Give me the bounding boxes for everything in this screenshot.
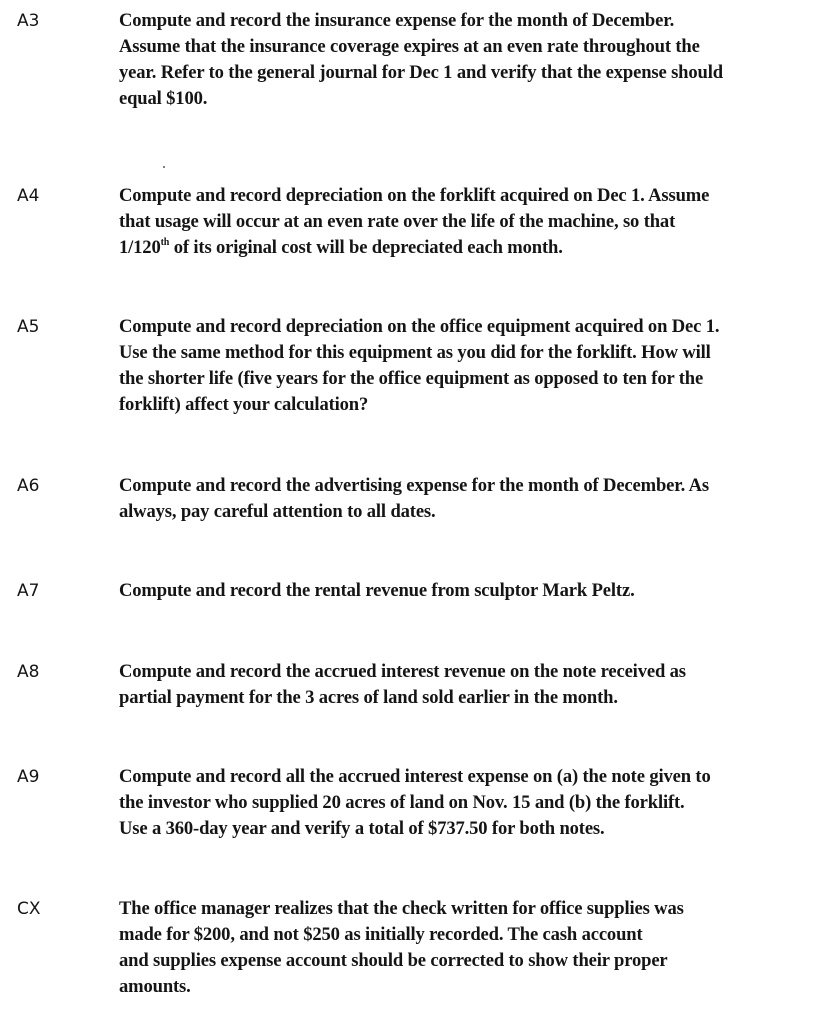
item-code: A3 — [17, 11, 40, 31]
text-line: year. Refer to the general journal for Dec 1 and verify that the expense should — [119, 62, 723, 83]
text-line: Compute and record depreciation on the forklift acquired on Dec 1. Assume — [119, 185, 710, 206]
item-text — [119, 183, 825, 261]
item-code: A9 — [17, 767, 40, 787]
text-line: forklift) affect your calculation? — [119, 394, 369, 415]
item-code: A7 — [17, 581, 40, 601]
text-line — [119, 235, 825, 261]
text-line: the shorter life (five years for the office equipment as opposed to ten for the — [119, 368, 704, 389]
text-line: Compute and record depreciation on the office equipment acquired on Dec 1. — [119, 316, 720, 337]
text-line: Use a 360-day year and verify a total of $737.50 for both notes. — [119, 818, 605, 839]
text-line: Use the same method for this equipment as you did for the forklift. How will — [119, 342, 711, 363]
item-code: A8 — [17, 662, 40, 682]
item-text — [119, 8, 825, 112]
text-line: Compute and record the advertising expense for the month of December. As — [119, 475, 710, 496]
item-text — [119, 314, 825, 418]
text-line: Compute and record the insurance expense for the month of December. — [119, 10, 675, 31]
text-line: Compute and record all the accrued interest expense on (a) the note given to — [119, 766, 711, 787]
item-code: A5 — [17, 317, 40, 337]
text-line: amounts. — [119, 976, 191, 997]
stray-dot — [163, 166, 165, 168]
text-line: made for $200, and not $250 as initially recorded. The cash account — [119, 924, 643, 945]
item-text — [119, 473, 825, 525]
item-code: CX — [17, 899, 41, 919]
item-code: A6 — [17, 476, 40, 496]
item-text — [119, 896, 825, 1000]
fraction-text: 1/120 — [119, 237, 161, 258]
text-line: The office manager realizes that the check written for office supplies was — [119, 898, 684, 919]
text-line: always, pay careful attention to all dates. — [119, 501, 436, 522]
text-line: and supplies expense account should be corrected to show their proper — [119, 950, 668, 971]
item-code: A4 — [17, 186, 40, 206]
item-text — [119, 659, 825, 711]
text-line-rest: of its original cost will be depreciated each month. — [169, 237, 563, 258]
item-text — [119, 764, 825, 842]
text-line: that usage will occur at an even rate over the life of the machine, so that — [119, 211, 676, 232]
text-line: partial payment for the 3 acres of land sold earlier in the month. — [119, 687, 618, 708]
text-line: equal $100. — [119, 88, 208, 109]
text-line: Compute and record the accrued interest revenue on the note received as — [119, 661, 686, 682]
item-text — [119, 578, 825, 604]
text-line: Compute and record the rental revenue from sculptor Mark Peltz. — [119, 580, 635, 601]
text-line: Assume that the insurance coverage expires at an even rate throughout the — [119, 36, 700, 57]
text-line: the investor who supplied 20 acres of land on Nov. 15 and (b) the forklift. — [119, 792, 685, 813]
superscript-th: th — [160, 237, 170, 248]
